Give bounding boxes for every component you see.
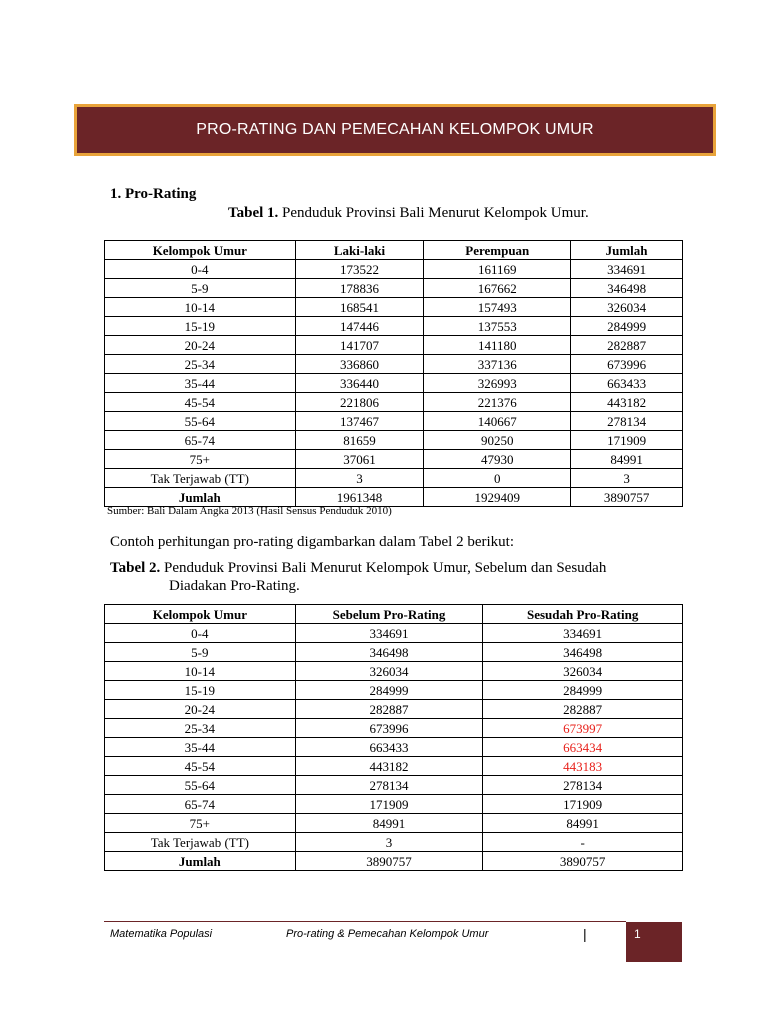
table-cell: 20-24: [105, 700, 296, 719]
table-cell: 178836: [295, 279, 424, 298]
table-cell: 0-4: [105, 260, 296, 279]
table-row: [105, 681, 683, 700]
table-cell: 167662: [424, 279, 571, 298]
table-row: [105, 393, 683, 412]
header-cell: Jumlah: [571, 241, 683, 260]
table-cell: 84991: [483, 814, 683, 833]
table-cell: 37061: [295, 450, 424, 469]
section-heading: 1. Pro-Rating: [110, 186, 197, 202]
table-cell: 278134: [571, 412, 683, 431]
table-cell: 157493: [424, 298, 571, 317]
total-cell: 3890757: [571, 488, 683, 507]
table-row: [105, 279, 683, 298]
table1-caption-label: Tabel 1.: [228, 205, 279, 221]
footer-left-text: Matematika Populasi: [110, 928, 213, 940]
table1-caption: [228, 205, 589, 222]
table-cell: 284999: [483, 681, 683, 700]
table-cell: 278134: [295, 776, 483, 795]
header-cell: Perempuan: [424, 241, 571, 260]
table-cell: 673996: [295, 719, 483, 738]
table-row: [105, 795, 683, 814]
table-cell: 10-14: [105, 662, 296, 681]
table-cell: 3: [571, 469, 683, 488]
table-row: [105, 298, 683, 317]
table-cell: 75+: [105, 450, 296, 469]
page-number-box: [626, 922, 682, 962]
total-cell: 3890757: [483, 852, 683, 871]
table-cell: 84991: [571, 450, 683, 469]
table-row: [105, 700, 683, 719]
table1-source: Sumber: Bali Dalam Angka 2013 (Hasil Sensus Penduduk 2010): [107, 505, 392, 517]
header-cell: Laki-laki: [295, 241, 424, 260]
table-cell: 90250: [424, 431, 571, 450]
table-cell: 171909: [571, 431, 683, 450]
table-cell: 35-44: [105, 374, 296, 393]
page-number: 1: [634, 927, 641, 941]
table-row: [105, 833, 683, 852]
table-row: [105, 776, 683, 795]
table-row: [105, 662, 683, 681]
table2-caption: [110, 559, 606, 595]
table-cell: 0: [424, 469, 571, 488]
table-cell: 346498: [295, 643, 483, 662]
table2-caption-line2: Diadakan Pro-Rating.: [169, 578, 300, 594]
table-cell: 334691: [295, 624, 483, 643]
table-cell: Tak Terjawab (TT): [105, 833, 296, 852]
table-row: [105, 738, 683, 757]
table-row: [105, 624, 683, 643]
table-cell: 663433: [295, 738, 483, 757]
total-label: Jumlah: [105, 488, 296, 507]
prorating-table: [104, 604, 683, 871]
footer-separator: |: [583, 926, 587, 942]
table-cell: 334691: [571, 260, 683, 279]
table-cell: 284999: [295, 681, 483, 700]
table-row: [105, 757, 683, 776]
table-cell: 25-34: [105, 719, 296, 738]
table-row: [105, 260, 683, 279]
table-row: [105, 643, 683, 662]
table-row: [105, 317, 683, 336]
table-cell: 3: [295, 469, 424, 488]
total-label: Jumlah: [105, 852, 296, 871]
table-cell: 10-14: [105, 298, 296, 317]
table-cell: 20-24: [105, 336, 296, 355]
footer-divider: [104, 921, 626, 922]
table-cell: 173522: [295, 260, 424, 279]
table-header-row: [105, 241, 683, 260]
table-row: [105, 374, 683, 393]
table-cell: Tak Terjawab (TT): [105, 469, 296, 488]
total-cell: 1929409: [424, 488, 571, 507]
table-header-row: [105, 605, 683, 624]
table-cell: 3: [295, 833, 483, 852]
table-row: [105, 355, 683, 374]
table-cell: 443182: [295, 757, 483, 776]
header-cell: Sesudah Pro-Rating: [483, 605, 683, 624]
footer-middle-text: Pro-rating & Pemecahan Kelompok Umur: [286, 928, 489, 940]
table-cell: 221806: [295, 393, 424, 412]
table-cell: 161169: [424, 260, 571, 279]
table-cell: 147446: [295, 317, 424, 336]
table-row: [105, 336, 683, 355]
table-cell: 137553: [424, 317, 571, 336]
table-row: [105, 431, 683, 450]
table2-caption-label: Tabel 2.: [110, 560, 161, 576]
table-cell: 140667: [424, 412, 571, 431]
table-cell: 336440: [295, 374, 424, 393]
table-cell: 171909: [483, 795, 683, 814]
table-cell: 334691: [483, 624, 683, 643]
header-cell: Kelompok Umur: [105, 241, 296, 260]
table-cell: 346498: [483, 643, 683, 662]
table-cell: 5-9: [105, 643, 296, 662]
table2-caption-line1: Penduduk Provinsi Bali Menurut Kelompok Umur, Sebelum dan Sesudah: [160, 560, 607, 576]
total-cell: 1961348: [295, 488, 424, 507]
page-title: PRO-RATING DAN PEMECAHAN KELOMPOK UMUR: [196, 121, 594, 138]
table-cell: 65-74: [105, 431, 296, 450]
table-cell: -: [483, 833, 683, 852]
table-cell: 673997: [483, 719, 683, 738]
table-cell: 35-44: [105, 738, 296, 757]
intro-text: Contoh perhitungan pro-rating digambarkan dalam Tabel 2 berikut:: [110, 534, 514, 550]
table-cell: 336860: [295, 355, 424, 374]
table-cell: 337136: [424, 355, 571, 374]
table-cell: 15-19: [105, 317, 296, 336]
header-cell: Sebelum Pro-Rating: [295, 605, 483, 624]
table-cell: 55-64: [105, 412, 296, 431]
table-cell: 284999: [571, 317, 683, 336]
table-cell: 171909: [295, 795, 483, 814]
table-cell: 663434: [483, 738, 683, 757]
table-cell: 346498: [571, 279, 683, 298]
table-cell: 5-9: [105, 279, 296, 298]
table-row: [105, 469, 683, 488]
table-cell: 282887: [571, 336, 683, 355]
table-cell: 221376: [424, 393, 571, 412]
header-cell: Kelompok Umur: [105, 605, 296, 624]
total-row: [105, 852, 683, 871]
table-cell: 326993: [424, 374, 571, 393]
table-cell: 443182: [571, 393, 683, 412]
table-cell: 282887: [295, 700, 483, 719]
table-cell: 81659: [295, 431, 424, 450]
table-cell: 443183: [483, 757, 683, 776]
table-cell: 282887: [483, 700, 683, 719]
table-cell: 326034: [483, 662, 683, 681]
table-cell: 75+: [105, 814, 296, 833]
table-row: [105, 450, 683, 469]
table-cell: 45-54: [105, 757, 296, 776]
table-cell: 673996: [571, 355, 683, 374]
table-cell: 137467: [295, 412, 424, 431]
table-cell: 25-34: [105, 355, 296, 374]
table-cell: 168541: [295, 298, 424, 317]
table-cell: 278134: [483, 776, 683, 795]
table-cell: 65-74: [105, 795, 296, 814]
total-row: [105, 488, 683, 507]
table-cell: 0-4: [105, 624, 296, 643]
table-row: [105, 814, 683, 833]
table-cell: 47930: [424, 450, 571, 469]
table-row: [105, 719, 683, 738]
table-cell: 55-64: [105, 776, 296, 795]
table-cell: 326034: [571, 298, 683, 317]
table-cell: 663433: [571, 374, 683, 393]
table-cell: 326034: [295, 662, 483, 681]
table1-caption-text: Penduduk Provinsi Bali Menurut Kelompok Umur.: [278, 205, 589, 221]
table-cell: 141180: [424, 336, 571, 355]
table-cell: 141707: [295, 336, 424, 355]
table-row: [105, 412, 683, 431]
table-cell: 45-54: [105, 393, 296, 412]
population-table: [104, 240, 683, 507]
total-cell: 3890757: [295, 852, 483, 871]
table-cell: 84991: [295, 814, 483, 833]
title-banner: [74, 104, 716, 156]
table-cell: 15-19: [105, 681, 296, 700]
